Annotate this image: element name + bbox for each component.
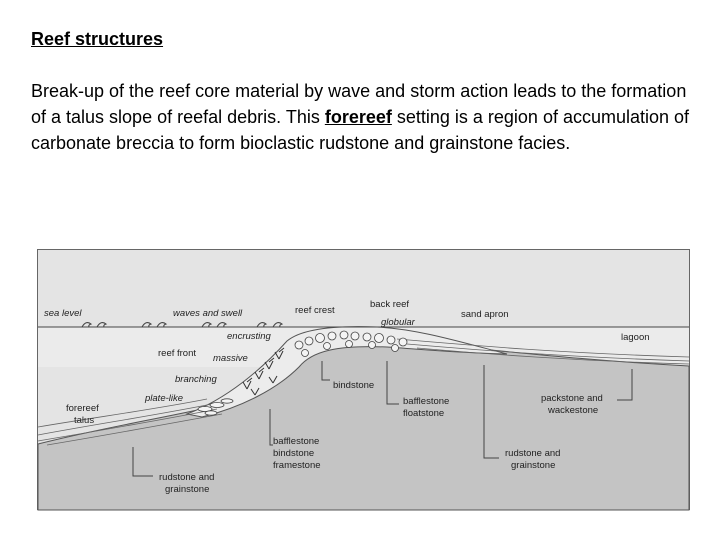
label-packstone-line2: wackestone: [548, 405, 599, 416]
label-rudstone-lagoon-line1: rudstone and: [505, 448, 561, 459]
label-sand-apron: sand apron: [461, 309, 509, 320]
slide-paragraph: [31, 78, 696, 156]
label-bafflestone-bindstone-framestone-line3: framestone: [273, 460, 321, 471]
label-waves-and-swell: waves and swell: [173, 308, 243, 319]
label-forereef-talus-line2: talus: [74, 415, 95, 426]
keyword-forereef: forereef: [324, 107, 392, 127]
label-reef-front: reef front: [158, 348, 197, 359]
label-rudstone-talus-line1: rudstone and: [159, 472, 215, 483]
label-massive: massive: [213, 353, 248, 364]
label-rudstone-talus-line2: grainstone: [165, 484, 210, 495]
label-rudstone-lagoon-line2: grainstone: [511, 460, 556, 471]
reef-diagram: [37, 249, 691, 511]
label-bindstone: bindstone: [333, 380, 375, 391]
label-sea-level: sea level: [44, 308, 82, 319]
label-globular: globular: [381, 317, 415, 328]
paragraph-text-start: Break-up of the reef core material by wave and storm action leads to the formation of a talus slope of reefal debris. This: [31, 81, 687, 127]
label-bafflestone-bindstone-framestone-line2: bindstone: [273, 448, 315, 459]
label-encrusting: encrusting: [227, 331, 271, 342]
paragraph-text-end: setting is a region of accumulation of carbonate breccia to form bioclastic rudstone and grainstone facies.: [31, 107, 690, 153]
label-bafflestone-floatstone-line1: bafflestone: [403, 396, 450, 407]
label-plate-like: plate-like: [145, 393, 184, 404]
label-back-reef: back reef: [370, 299, 410, 310]
label-reef-crest: reef crest: [295, 305, 335, 316]
label-packstone-line1: packstone and: [541, 393, 603, 404]
label-bafflestone-floatstone-line2: floatstone: [403, 408, 445, 419]
slide-title: Reef structures: [31, 29, 164, 49]
label-lagoon: lagoon: [621, 332, 650, 343]
label-branching: branching: [175, 374, 217, 385]
label-bafflestone-bindstone-framestone-line1: bafflestone: [273, 436, 320, 447]
label-forereef-talus-line1: forereef: [66, 403, 99, 414]
